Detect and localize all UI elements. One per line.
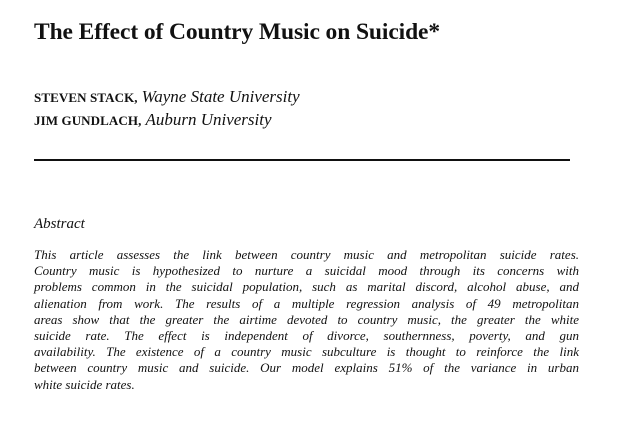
abstract-line: problems common in the suicidal population, such as marital discord, alcohol abuse, and: [34, 279, 579, 295]
author-affiliation: Wayne State University: [141, 87, 300, 106]
author-line-2: [34, 109, 300, 132]
abstract-line: availability. The existence of a country music subculture is thought to reinforce the link: [34, 344, 579, 360]
abstract-line: Country music is hypothesized to nurture a suicidal mood through its concerns with: [34, 263, 579, 279]
author-affiliation: Auburn University: [145, 110, 272, 129]
author-name: JIM GUNDLACH,: [34, 113, 142, 128]
abstract-line: alienation from work. The results of a multiple regression analysis of 49 metropolitan: [34, 295, 579, 311]
paper-title: The Effect of Country Music on Suicide*: [34, 19, 441, 45]
abstract-body: [34, 247, 579, 393]
section-divider: [34, 159, 570, 161]
author-block: [34, 86, 300, 132]
author-line-1: [34, 86, 300, 109]
abstract-line: suicide rate. The effect is independent of divorce, southernness, poverty, and gun: [34, 328, 579, 344]
abstract-line: between country music and suicide. Our model explains 51% of the variance in urban: [34, 360, 579, 376]
abstract-line: areas show that the greater the airtime devoted to country music, the greater the white: [34, 311, 579, 327]
abstract-line: This article assesses the link between country music and metropolitan suicide rates.: [34, 247, 579, 262]
abstract-heading: Abstract: [34, 216, 85, 232]
author-name: STEVEN STACK,: [34, 90, 138, 105]
abstract-line: white suicide rates.: [34, 376, 135, 392]
